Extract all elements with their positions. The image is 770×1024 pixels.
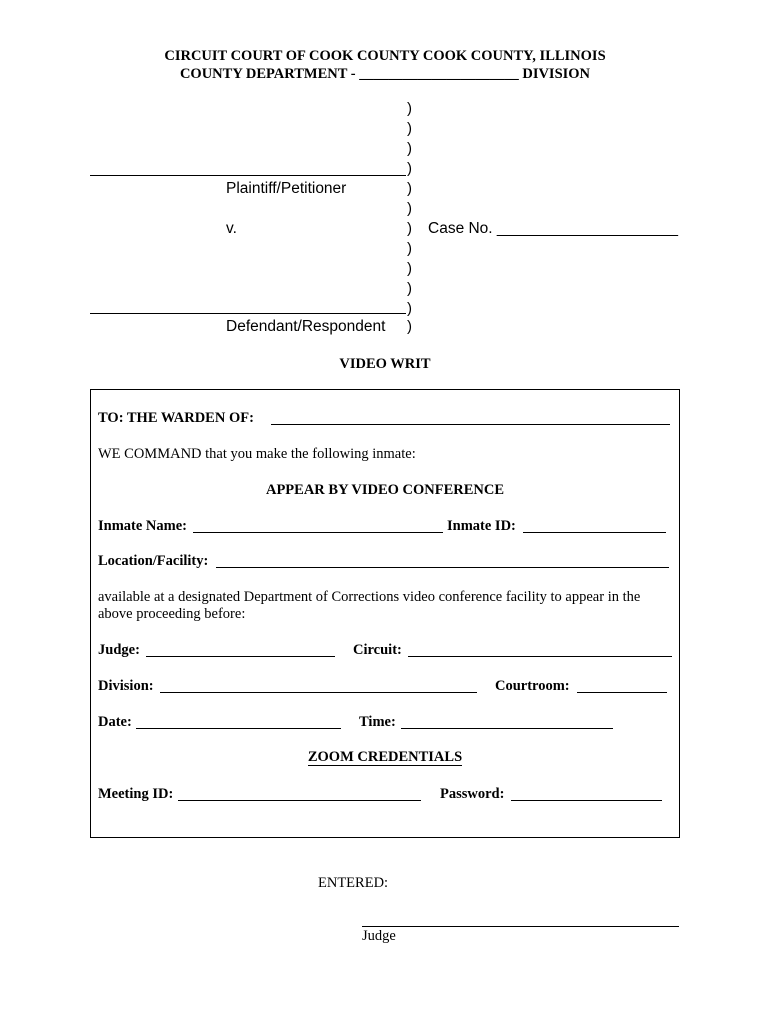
circuit-label: Circuit: (353, 642, 402, 658)
paren: ) (407, 318, 412, 335)
availability-text-line2: above proceeding before: (98, 606, 246, 622)
versus-label: v. (226, 220, 237, 237)
department-division-line: COUNTY DEPARTMENT - ______________________ DIVISION (179, 66, 591, 82)
division-field[interactable] (160, 692, 477, 693)
time-field[interactable] (401, 728, 613, 729)
judge-signature-label: Judge (362, 928, 396, 944)
entered-label: ENTERED: (318, 875, 389, 891)
courtroom-label: Courtroom: (495, 678, 570, 694)
appear-heading: APPEAR BY VIDEO CONFERENCE (265, 482, 505, 498)
meeting-id-label: Meeting ID: (98, 786, 174, 802)
case-number-field[interactable]: Case No. _____________________ (428, 220, 678, 237)
password-field[interactable] (511, 800, 662, 801)
defendant-name-line[interactable] (90, 313, 406, 314)
division-label: Division: (98, 678, 154, 694)
date-field[interactable] (136, 728, 341, 729)
paren: ) (407, 200, 412, 217)
defendant-label: Defendant/Respondent (226, 318, 386, 335)
paren: ) (407, 120, 412, 137)
courtroom-field[interactable] (577, 692, 667, 693)
availability-text-line1: available at a designated Department of Corrections video conference facility to appear in the (98, 589, 641, 605)
location-field[interactable] (216, 567, 669, 568)
paren: ) (407, 140, 412, 157)
document-title: VIDEO WRIT (339, 356, 431, 372)
time-label: Time: (359, 714, 396, 730)
meeting-id-field[interactable] (178, 800, 421, 801)
paren: ) (407, 240, 412, 257)
zoom-heading: ZOOM CREDENTIALS (307, 749, 463, 765)
judge-signature-line[interactable] (362, 926, 679, 927)
paren: ) (407, 280, 412, 297)
warden-label: TO: THE WARDEN OF: (98, 410, 254, 426)
circuit-field[interactable] (408, 656, 672, 657)
court-title: CIRCUIT COURT OF COOK COUNTY COOK COUNTY, ILLINOIS (164, 48, 606, 64)
plaintiff-name-line[interactable] (90, 175, 406, 176)
paren: ) (407, 300, 412, 317)
inmate-name-label: Inmate Name: (98, 518, 187, 534)
zoom-heading-wrap (0, 749, 770, 766)
judge-label: Judge: (98, 642, 140, 658)
paren: ) (407, 220, 412, 237)
date-label: Date: (98, 714, 132, 730)
plaintiff-label: Plaintiff/Petitioner (226, 180, 347, 197)
inmate-id-field[interactable] (523, 532, 666, 533)
paren: ) (407, 160, 412, 177)
paren: ) (407, 180, 412, 197)
inmate-name-field[interactable] (193, 532, 443, 533)
location-label: Location/Facility: (98, 553, 209, 569)
inmate-id-label: Inmate ID: (447, 518, 516, 534)
paren: ) (407, 100, 412, 117)
paren: ) (407, 260, 412, 277)
judge-field[interactable] (146, 656, 335, 657)
command-text: WE COMMAND that you make the following inmate: (98, 446, 416, 462)
password-label: Password: (440, 786, 505, 802)
warden-field[interactable] (271, 424, 670, 425)
